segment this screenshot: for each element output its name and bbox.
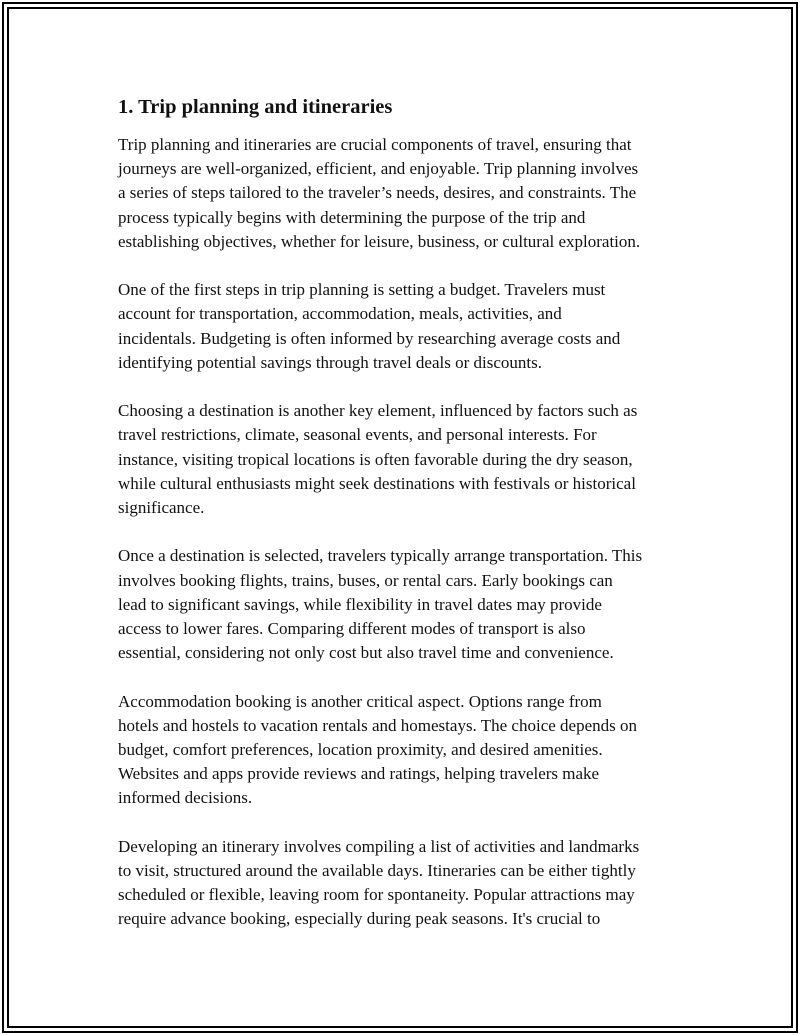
section-heading: 1. Trip planning and itineraries xyxy=(118,96,393,118)
paragraph-itinerary: Developing an itinerary involves compiling a list of activities and landmarks to visit, structured around the available days. Itineraries can be either tightly scheduled or flexible, leaving room for spontaneity. Popular attractions may require advance booking, especially during peak seasons. It's crucial to xyxy=(118,836,640,929)
paragraph-budget: One of the first steps in trip planning is setting a budget. Travelers must account for transportation, accommodation, meals, activities, and incidentals. Budgeting is often informed by researching average costs and identifying potential savings through travel deals or discounts. xyxy=(118,280,621,372)
document-body xyxy=(118,94,703,956)
paragraph-accommodation: Accommodation booking is another critical aspect. Options range from hotels and hostels to vacation rentals and homestays. The choice depends on budget, comfort preferences, location proximity, and desired amenities. Websites and apps provide reviews and ratings, helping travelers make informed decisions. xyxy=(118,691,637,808)
paragraph-transportation: Once a destination is selected, travelers typically arrange transportation. This involves booking flights, trains, buses, or rental cars. Early bookings can lead to significant savings, while flexibility in travel dates may provide access to lower fares. Comparing different modes of transport is also essential, considering not only cost but also travel time and convenience. xyxy=(118,546,643,663)
paragraph-destination: Choosing a destination is another key element, influenced by factors such as travel restrictions, climate, seasonal events, and personal interests. For instance, visiting tropical locations is often favorable during the dry season, while cultural enthusiasts might seek destinations with festivals or historical significance. xyxy=(118,401,638,518)
paragraph-intro: Trip planning and itineraries are crucial components of travel, ensuring that journeys are well-organized, efficient, and enjoyable. Trip planning involves a series of steps tailored to the traveler’s needs, desires, and constraints. The process typically begins with determining the purpose of the trip and establishing objectives, whether for leisure, business, or cultural exploration. xyxy=(118,135,641,251)
